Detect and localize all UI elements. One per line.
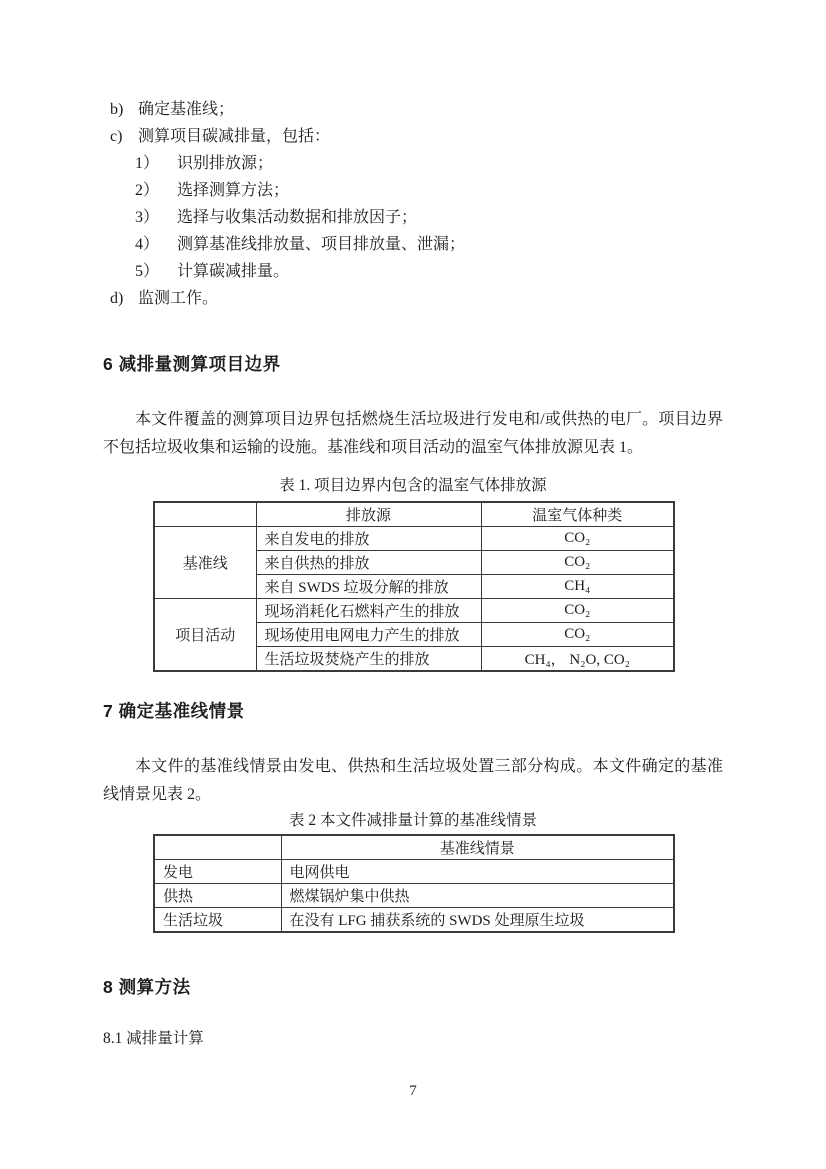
list-subitem — [103, 204, 723, 231]
cell-gas: CO₂ — [481, 599, 674, 623]
list-marker: 1） — [135, 155, 160, 172]
section-8-1-subheading: 8.1 减排量计算 — [103, 1030, 204, 1047]
list-marker: 3） — [135, 209, 160, 226]
table-row — [154, 860, 674, 884]
section-6-paragraph: 本文件覆盖的测算项目边界包括燃烧生活垃圾进行发电和/或供热的电厂。项目边界不包括垃圾收集和运输的设施。基准线和项目活动的温室气体排放源见表 1。 — [103, 411, 723, 456]
list-item — [103, 285, 723, 312]
table-row — [154, 908, 674, 933]
cell-source: 来自 SWDS 垃圾分解的排放 — [256, 575, 481, 599]
table-row — [154, 527, 674, 551]
list-item — [103, 96, 723, 123]
list-subitem — [103, 258, 723, 285]
header-cell-empty — [154, 835, 281, 860]
table-1-emission-sources — [153, 501, 675, 672]
section-7-heading: 7 确定基准线情景 — [103, 701, 245, 721]
group-label-project-activity: 项目活动 — [154, 599, 256, 672]
table-row — [154, 884, 674, 908]
list-marker: 2） — [135, 182, 160, 199]
cell-gas: CH₄ — [481, 575, 674, 599]
cell-gas: CH₄， N₂O, CO₂ — [481, 647, 674, 672]
table-1-caption: 表 1. 项目边界内包含的温室气体排放源 — [279, 477, 547, 494]
list-marker: b) — [110, 101, 124, 118]
list-item-text: 选择与收集活动数据和排放因子； — [177, 209, 418, 226]
table-2-baseline-scenarios — [153, 834, 675, 933]
cell-source: 生活垃圾焚烧产生的排放 — [256, 647, 481, 672]
cell-scenario: 燃煤锅炉集中供热 — [281, 884, 674, 908]
page-number: 7 — [409, 1083, 417, 1099]
cell-gas: CO₂ — [481, 551, 674, 575]
table-header-row — [154, 835, 674, 860]
header-cell-empty — [154, 502, 256, 527]
list-item-text: 识别排放源； — [177, 155, 274, 172]
header-cell-source: 排放源 — [256, 502, 481, 527]
list-subitem — [103, 150, 723, 177]
list-marker: 5） — [135, 263, 160, 280]
cell-source: 来自供热的排放 — [256, 551, 481, 575]
list-marker: 4） — [135, 236, 160, 253]
header-cell-baseline-scenario: 基准线情景 — [281, 835, 674, 860]
list-item-text: 计算碳减排量。 — [177, 263, 290, 280]
cell-source: 来自发电的排放 — [256, 527, 481, 551]
cell-source: 现场使用电网电力产生的排放 — [256, 623, 481, 647]
section-8-heading: 8 测算方法 — [103, 977, 191, 997]
list-subitem — [103, 231, 723, 258]
cell-gas: CO₂ — [481, 527, 674, 551]
cell-source: 现场消耗化石燃料产生的排放 — [256, 599, 481, 623]
cell-category: 生活垃圾 — [154, 908, 281, 933]
list-item-text: 测算基准线排放量、项目排放量、泄漏； — [177, 236, 466, 253]
list-item-text: 监测工作。 — [138, 290, 219, 307]
procedure-list — [103, 96, 723, 312]
cell-category: 供热 — [154, 884, 281, 908]
section-7-paragraph: 本文件的基准线情景由发电、供热和生活垃圾处置三部分构成。本文件确定的基准线情景见表 2。 — [103, 758, 723, 803]
list-item-text: 选择测算方法； — [177, 182, 290, 199]
section-6-heading: 6 减排量测算项目边界 — [103, 354, 281, 374]
table-row — [154, 599, 674, 623]
cell-category: 发电 — [154, 860, 281, 884]
list-marker: d) — [110, 290, 124, 307]
table-2-caption: 表 2 本文件减排量计算的基准线情景 — [288, 812, 537, 829]
cell-gas: CO₂ — [481, 623, 674, 647]
list-subitem — [103, 177, 723, 204]
group-label-baseline: 基准线 — [154, 527, 256, 599]
header-cell-gas-type: 温室气体种类 — [481, 502, 674, 527]
table-header-row — [154, 502, 674, 527]
list-marker: c) — [110, 128, 123, 145]
cell-scenario: 在没有 LFG 捕获系统的 SWDS 处理原生垃圾 — [281, 908, 674, 933]
cell-scenario: 电网供电 — [281, 860, 674, 884]
list-item-text: 测算项目碳减排量，包括： — [138, 128, 331, 145]
list-item-text: 确定基准线； — [138, 101, 235, 118]
list-item — [103, 123, 723, 150]
